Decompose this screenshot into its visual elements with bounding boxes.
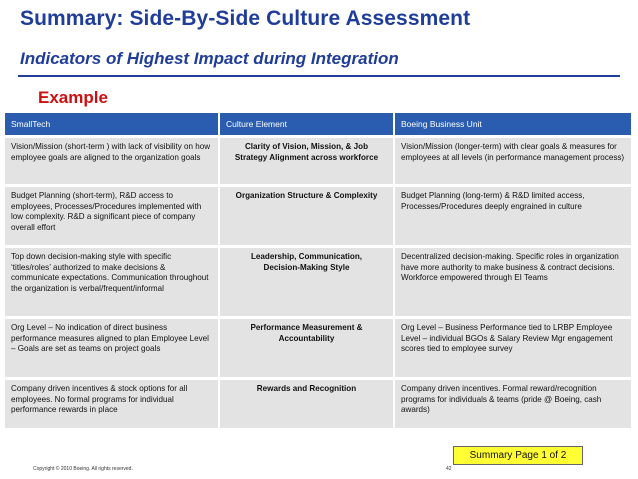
- page-subtitle: Indicators of Highest Impact during Integration: [20, 49, 399, 68]
- boeing-cell: Org Level – Business Performance tied to LRBP Employee Level – individual BGOs & Salary Review Mgr engagement scores tied to employee survey: [394, 318, 631, 379]
- boeing-cell: Decentralized decision-making. Specific roles in organization have more authority to make business & contract decisions. Workforce empowered through EI Teams: [394, 247, 631, 318]
- culture-element-cell: Clarity of Vision, Mission, & Job Strategy Alignment across workforce: [219, 137, 394, 186]
- page-number: 42: [446, 466, 452, 472]
- table-row: [5, 379, 631, 429]
- table-header-row: [5, 113, 631, 137]
- copyright-notice: Copyright © 2010 Boeing. All rights reserved.: [33, 466, 133, 472]
- title-divider: [18, 75, 620, 77]
- table-row: [5, 247, 631, 318]
- boeing-cell: Vision/Mission (longer-term) with clear goals & measures for employees at all levels (in performance management process): [394, 137, 631, 186]
- smalltech-cell: Company driven incentives & stock options for all employees. No formal programs for individual performance rewards in place: [5, 379, 219, 429]
- table-row: [5, 137, 631, 186]
- culture-element-cell: Performance Measurement & Accountability: [219, 318, 394, 379]
- culture-assessment-table: [5, 113, 631, 428]
- culture-element-cell: Organization Structure & Complexity: [219, 186, 394, 247]
- smalltech-cell: Org Level – No indication of direct business performance measures aligned to plan Employee Level – Goals are set as teams on project goals: [5, 318, 219, 379]
- table-row: [5, 318, 631, 379]
- example-label: Example: [38, 88, 108, 107]
- column-header-boeing: Boeing Business Unit: [394, 113, 631, 137]
- culture-element-cell: Leadership, Communication, Decision-Making Style: [219, 247, 394, 318]
- boeing-cell: Company driven incentives. Formal reward/recognition programs for individuals & teams (pride @ Boeing, cash awards): [394, 379, 631, 429]
- column-header-culture-element: Culture Element: [219, 113, 394, 137]
- page-title: Summary: Side-By-Side Culture Assessment: [20, 7, 471, 30]
- boeing-cell: Budget Planning (long-term) & R&D limited access, Processes/Procedures deeply engrained in culture: [394, 186, 631, 247]
- smalltech-cell: Vision/Mission (short-term ) with lack of visibility on how employee goals are aligned to the organization goals: [5, 137, 219, 186]
- column-header-smalltech: SmallTech: [5, 113, 219, 137]
- culture-element-cell: Rewards and Recognition: [219, 379, 394, 429]
- smalltech-cell: Top down decision-making style with specific ‘titles/roles’ authorized to make decisions & communicate expectations. Communication throughout the organization is verbal/frequent/informal: [5, 247, 219, 318]
- summary-page-callout: Summary Page 1 of 2: [453, 446, 583, 465]
- smalltech-cell: Budget Planning (short-term), R&D access to employees, Processes/Procedures implemented with low complexity. R&D a significant piece of company overall effort: [5, 186, 219, 247]
- table-row: [5, 186, 631, 247]
